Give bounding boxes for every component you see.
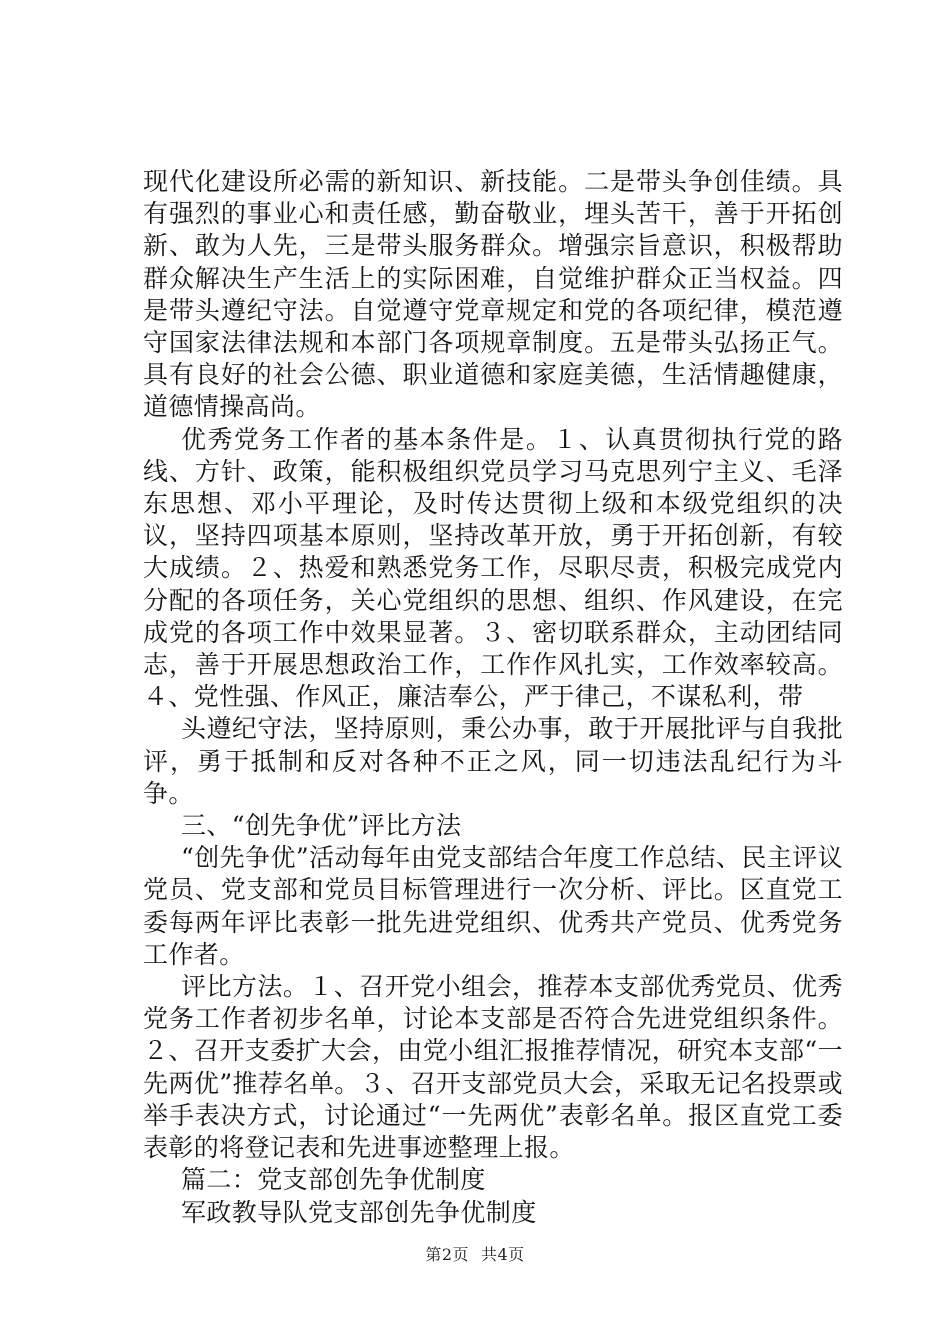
document-body — [143, 166, 843, 1229]
chapter-heading-part-two: 篇二：党支部创先争优制度 — [181, 1165, 486, 1195]
section-heading-evaluation-method: 三、“创先争优”评比方法 — [181, 811, 462, 841]
paragraph-6: 评比方法。１、召开党小组会，推荐本支部优秀党员、优秀党务工作者初步名单，讨论本支部是否符合先进党组织条件。２、召开支委扩大会，由党小组汇报推荐情况，研究本支部“一先两优”推荐名单。３、召开支部党员大会，采取无记名投票或举手表决方式，讨论通过“一先两优”表彰名单。报区直党工委表彰的将登记表和先进事迹整理上报。 — [143, 972, 843, 1163]
document-subtitle: 军政教导队党支部创先争优制度 — [181, 1197, 537, 1227]
page-footer — [0, 1242, 950, 1265]
paragraph-2: 优秀党务工作者的基本条件是。１、认真贯彻执行党的路线、方针、政策，能积极组织党员学习马克思列宁主义、毛泽东思想、邓小平理论，及时传达贯彻上级和本级党组织的决议，坚持四项基本原则，坚持改革开放，勇于开拓创新，有较大成绩。２、热爱和熟悉党务工作，尽职尽责，积极完成党内分配的各项任务，关心党组织的思想、组织、作风建设，在完成党的各项工作中效果显著。３、密切联系群众，主动团结同志，善于开展思想政治工作，工作作风扎实，工作效率较高。４、党性强、作风正，廉洁奉公，严于律己，不谋私利，带 — [143, 424, 843, 712]
paragraph-5: “创先争优”活动每年由党支部结合年度工作总结、民主评议党员、党支部和党员目标管理进行一次分析、评比。区直党工委每两年评比表彰一批先进党组织、优秀共产党员、优秀党务工作者。 — [143, 843, 843, 969]
page-total: 共4页 — [481, 1245, 525, 1264]
page-number: 第2页 — [425, 1245, 469, 1264]
paragraph-3: 头遵纪守法，坚持原则，秉公办事，敢于开展批评与自我批评，勇于抵制和反对各种不正之风，同一切违法乱纪行为斗争。 — [143, 714, 843, 808]
paragraph-1: 现代化建设所必需的新知识、新技能。二是带头争创佳绩。具有强烈的事业心和责任感，勤奋敬业，埋头苦干，善于开拓创新、敢为人先，三是带头服务群众。增强宗旨意识，积极帮助群众解决生产生活上的实际困难，自觉维护群众正当权益。四是带头遵纪守法。自觉遵守党章规定和党的各项纪律，模范遵守国家法律法规和本部门各项规章制度。五是带头弘扬正气。具有良好的社会公德、职业道德和家庭美德，生活情趣健康，道德情操高尚。 — [143, 167, 843, 422]
